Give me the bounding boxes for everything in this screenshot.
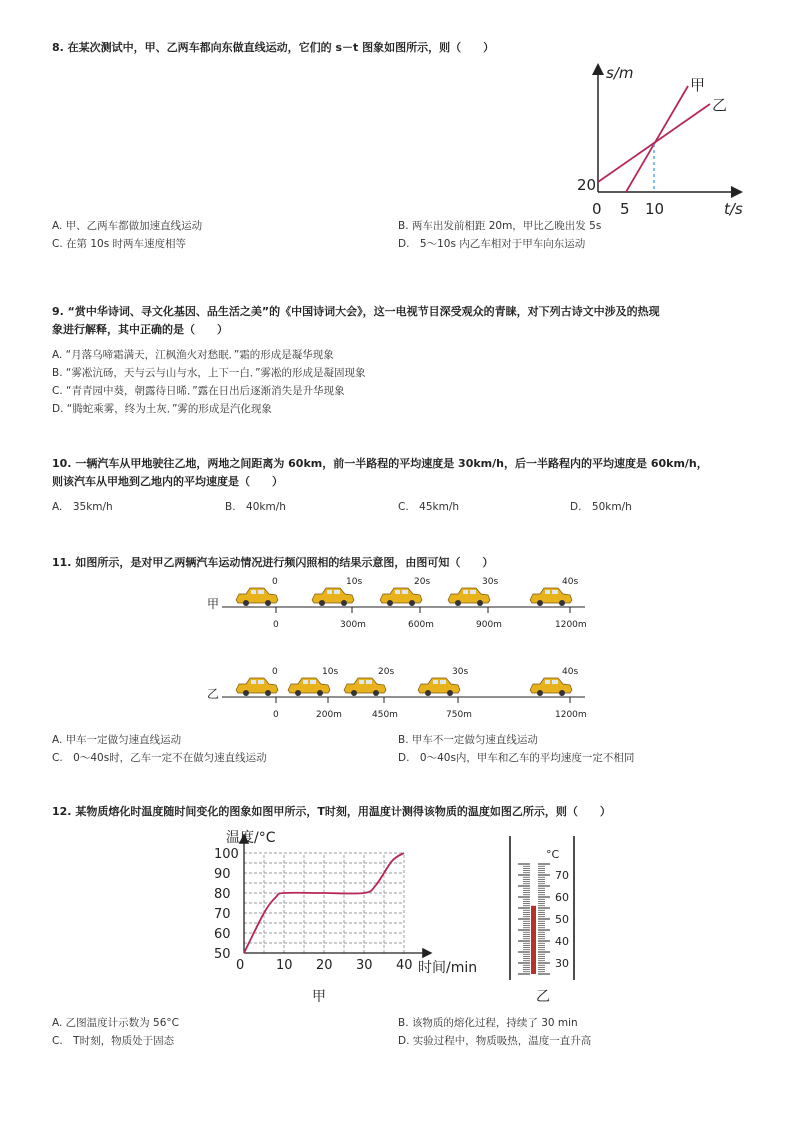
q10-option-a: A. 35km/h: [52, 501, 113, 513]
q11-jia-distance: 0: [273, 620, 279, 630]
q8-jia-label: 甲: [690, 76, 706, 94]
q9-stem-line1: 9. “赏中华诗词、寻文化基因、品生活之美”的《中国诗词大会》，这一电视节目深受观众的青睐，对下列古诗文中涉及的热现: [52, 305, 660, 318]
q11-option-a: A. 甲车一定做匀速直线运动: [52, 734, 182, 746]
q11-jia-time: 40s: [562, 577, 579, 587]
q12-grid: [244, 853, 404, 953]
q11-jia-distance: 900m: [476, 620, 502, 630]
q11-option-b: B. 甲车不一定做匀速直线运动: [398, 734, 538, 746]
q9-option-d: D. “腾蛇乘雾，终为土灰．”雾的形成是汽化现象: [52, 403, 272, 415]
q12-figure-jia-caption: 甲: [312, 989, 326, 1005]
q12-thermo-caption: 乙: [536, 989, 550, 1005]
q8-origin: 0: [592, 200, 602, 218]
q11-yi-car: [344, 678, 386, 696]
q11-jia-distance: 300m: [340, 620, 366, 630]
q12-x-tick-label: 0: [236, 958, 245, 973]
q8-option-b: B. 两车出发前相距 20m，甲比乙晚出发 5s: [398, 220, 602, 232]
q12-x-ticks: [236, 958, 413, 973]
q11-yi-distance: 450m: [372, 710, 398, 720]
q12-x-tick-label: 40: [396, 958, 413, 973]
q8-option-a: A. 甲、乙两车都做加速直线运动: [52, 220, 203, 232]
q11-yi-distance: 750m: [446, 710, 472, 720]
q12-y-tick-label: 80: [214, 887, 231, 902]
q12-x-label: 时间/min: [418, 960, 478, 976]
q12-y-label: 温度/°C: [226, 830, 276, 846]
q11-option-d: D. 0～40s内，甲车和乙车的平均速度一定不相同: [398, 752, 635, 764]
q11-jia-car: [236, 588, 278, 606]
q9-option-c: C. “青青园中葵，朝露待日晞．”露在日出后逐渐消失是升华现象: [52, 385, 345, 397]
q11-jia-time: 30s: [482, 577, 499, 587]
q12-thermo-unit: °C: [546, 848, 560, 861]
q12-thermo-label: 50: [555, 913, 569, 926]
q11-jia-distance: 1200m: [555, 620, 587, 630]
q8-option-c: C. 在第 10s 时两车速度相等: [52, 238, 187, 250]
q12-thermo-label: 40: [555, 935, 569, 948]
q8-option-d: D. 5～10s 内乙车相对于甲车向东运动: [398, 238, 586, 250]
q8-y-label: s/m: [606, 64, 634, 82]
q8-x-tick-5: 5: [620, 200, 630, 218]
q11-yi-time: 40s: [562, 667, 579, 677]
q11-yi-distance: 1200m: [555, 710, 587, 720]
q12-thermo-labels: [555, 869, 569, 970]
q8-line-jia: [626, 86, 688, 192]
q11-stem: 11. 如图所示，是对甲乙两辆汽车运动情况进行频闪照相的结果示意图，由图可知（ ）: [52, 556, 494, 569]
q9-option-b: B. “雾凇沆砀，天与云与山与水，上下一白．”雾凇的形成是凝固现象: [52, 367, 366, 379]
q12-thermo-label: 30: [555, 957, 569, 970]
q11-jia-car: [312, 588, 354, 606]
q12-y-tick-label: 70: [214, 907, 231, 922]
q11-yi-distance: 200m: [316, 710, 342, 720]
q12-y-tick-label: 100: [214, 847, 239, 862]
q12-y-ticks: [214, 847, 239, 962]
q12-stem: 12. 某物质熔化时温度随时间变化的图象如图甲所示，T时刻，用温度计测得该物质的温度如图乙所示，则（ ）: [52, 805, 611, 818]
q8-st-graph: [570, 56, 760, 218]
q11-yi-cars: [236, 678, 572, 696]
q11-jia-car: [530, 588, 572, 606]
q11-yi-car: [530, 678, 572, 696]
q12-y-tick-label: 90: [214, 867, 231, 882]
q12-option-b: B. 该物质的熔化过程，持续了 30 min: [398, 1017, 578, 1029]
q11-jia-car: [380, 588, 422, 606]
q11-row-yi-label: 乙: [207, 687, 220, 701]
q12-thermometer: [502, 832, 582, 982]
q11-jia-distance: 600m: [408, 620, 434, 630]
q11-yi-time: 30s: [452, 667, 469, 677]
q11-yi-time: 0: [272, 667, 278, 677]
q12-y-tick-label: 50: [214, 947, 231, 962]
q11-yi-distance: 0: [273, 710, 279, 720]
q12-temperature-chart: [212, 826, 502, 976]
q8-yi-label: 乙: [712, 96, 728, 114]
q12-thermo-label: 70: [555, 869, 569, 882]
q12-y-tick-label: 60: [214, 927, 231, 942]
q12-mercury-column: [531, 906, 536, 974]
q10-option-d: D. 50km/h: [570, 501, 632, 513]
q12-x-tick-label: 20: [316, 958, 333, 973]
q11-jia-time: 0: [272, 577, 278, 587]
q8-x-tick-10: 10: [645, 200, 665, 218]
q11-jia-cars: [236, 588, 572, 606]
q10-stem-line1: 10. 一辆汽车从甲地驶往乙地，两地之间距离为 60km，前一半路程的平均速度是 30km/h，后一半路程内的平均速度是 60km/h，: [52, 457, 708, 470]
q8-x-label: t/s: [724, 200, 743, 218]
q10-option-b: B. 40km/h: [225, 501, 286, 513]
q11-jia-time: 20s: [414, 577, 431, 587]
q11-row-jia-label: 甲: [207, 597, 220, 611]
q11-yi-car: [236, 678, 278, 696]
q12-option-a: A. 乙图温度计示数为 56°C: [52, 1017, 179, 1029]
q10-stem-line2: 则该汽车从甲地到乙地内的平均速度是（ ）: [52, 475, 283, 488]
q8-y-tick-20: 20: [577, 176, 597, 194]
q12-x-tick-label: 30: [356, 958, 373, 973]
q11-strobe-figure: [200, 572, 600, 722]
q12-x-tick-label: 10: [276, 958, 293, 973]
q11-jia-time: 10s: [346, 577, 363, 587]
q12-thermo-label: 60: [555, 891, 569, 904]
q11-yi-time: 10s: [322, 667, 339, 677]
q11-yi-time: 20s: [378, 667, 395, 677]
q11-yi-car: [288, 678, 330, 696]
q12-option-c: C. T时刻，物质处于固态: [52, 1035, 175, 1047]
q11-jia-car: [448, 588, 490, 606]
q8-stem: 8. 在某次测试中，甲、乙两车都向东做直线运动，它们的 s－t 图象如图所示，则（ ）: [52, 41, 495, 54]
q11-option-c: C. 0～40s时，乙车一定不在做匀速直线运动: [52, 752, 267, 764]
q11-yi-car: [418, 678, 460, 696]
q10-option-c: C. 45km/h: [398, 501, 460, 513]
q9-stem-line2: 象进行解释，其中正确的是（ ）: [52, 323, 228, 336]
q9-option-a: A. “月落乌啼霜满天，江枫渔火对愁眠．”霜的形成是凝华现象: [52, 349, 334, 361]
q12-option-d: D. 实验过程中，物质吸热，温度一直升高: [398, 1035, 592, 1047]
